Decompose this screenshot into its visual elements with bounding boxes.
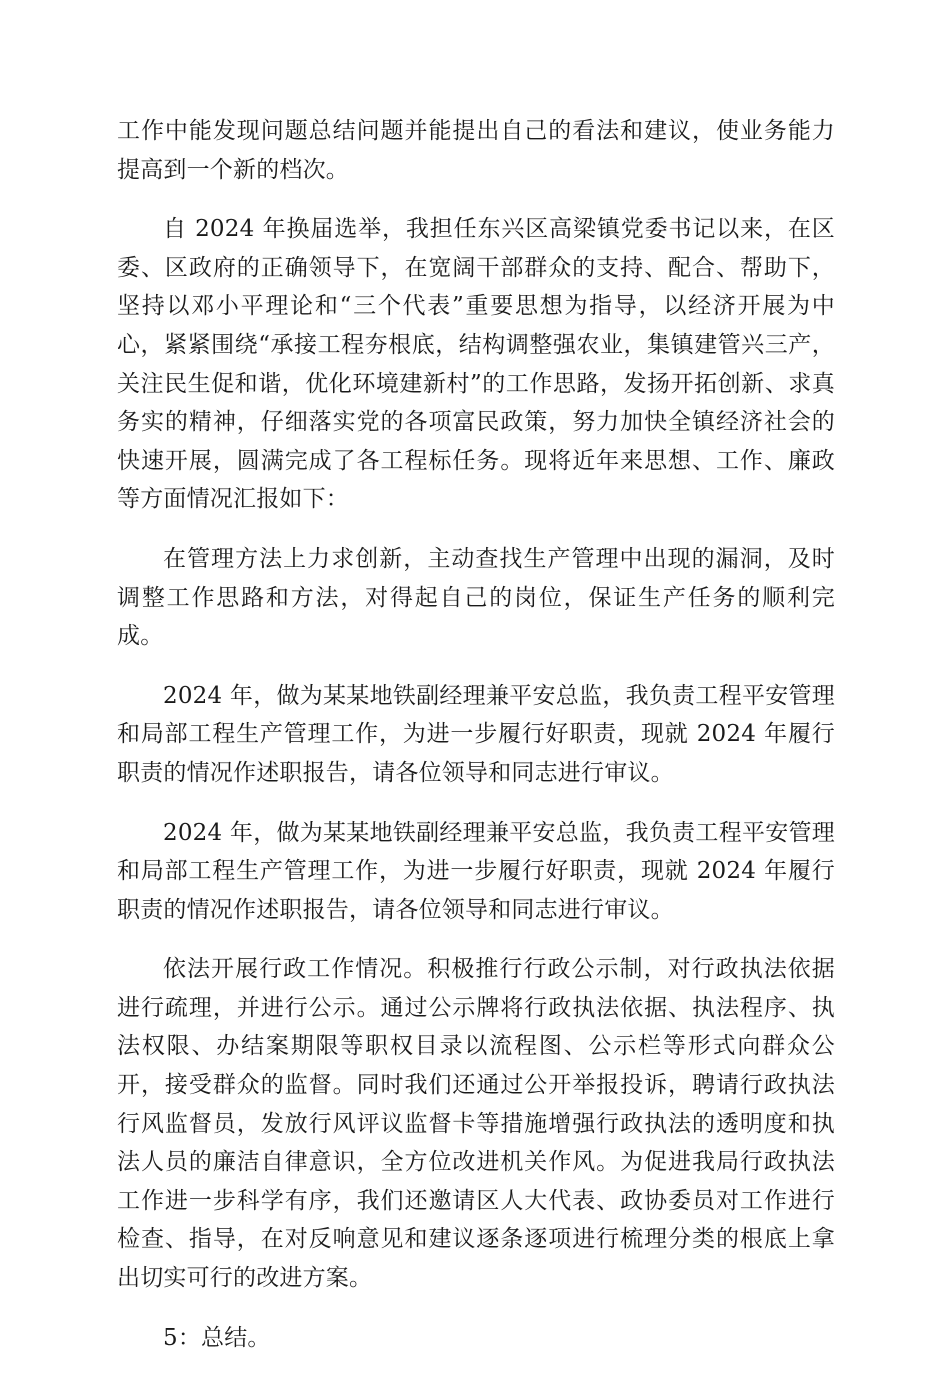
paragraph: 在管理方法上力求创新，主动查找生产管理中出现的漏洞，及时调整工作思路和方法，对得起自己的岗位，保证生产任务的顺利完成。 [117,545,835,650]
paragraph: 2024 年，做为某某地铁副经理兼平安总监，我负责工程平安管理和局部工程生产管理工作，为进一步履行好职责，现就 2024 年履行职责的情况作述职报告，请各位领导和同志进行审议。 [117,819,835,923]
paragraph: 工作中能发现问题总结问题并能提出自己的看法和建议，使业务能力提高到一个新的档次。 [117,118,835,183]
document-body [117,112,835,1378]
paragraph: 2024 年，做为某某地铁副经理兼平安总监，我负责工程平安管理和局部工程生产管理工作，为进一步履行好职责，现就 2024 年履行职责的情况作述职报告，请各位领导和同志进行审议。 [117,682,835,786]
paragraph: 依法开展行政工作情况。积极推行行政公示制，对行政执法依据进行疏理，并进行公示。通过公示牌将行政执法依据、执法程序、执法权限、办结案期限等职权目录以流程图、公示栏等形式向群众公开，接受群众的监督。同时我们还通过公开举报投诉，聘请行政执法行风监督员，发放行风评议监督卡等措施增强行政执法的透明度和执法人员的廉洁自律意识，全方位改进机关作风。为促进我局行政执法工作进一步科学有序，我们还邀请区人大代表、政协委员对工作进行检查、指导，在对反响意见和建议逐条逐项进行梳理分类的根底上拿出切实可行的改进方案。 [117,956,835,1292]
paragraph: 5：总结。 [163,1324,271,1351]
paragraph: 自 2024 年换届选举，我担任东兴区高梁镇党委书记以来，在区委、区政府的正确领导下，在宽阔干部群众的支持、配合、帮助下，坚持以邓小平理论和“三个代表”重要思想为指导，以经济开展为中心，紧紧围绕“承接工程夯根底，结构调整强农业，集镇建管兴三产，关注民生促和谐，优化环境建新村”的工作思路，发扬开拓创新、求真务实的精神，仔细落实党的各项富民政策，努力加快全镇经济社会的快速开展，圆满完成了各工程标任务。现将近年来思想、工作、廉政等方面情况汇报如下： [117,216,835,513]
